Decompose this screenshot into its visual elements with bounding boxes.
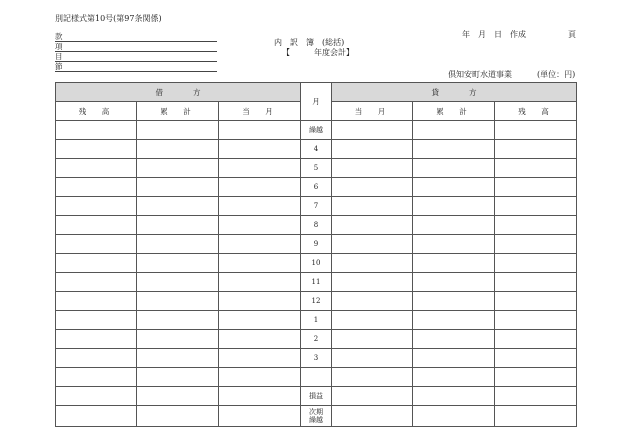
debit-header: 借 方 [56, 83, 301, 102]
debit-cumulative-header: 累 計 [137, 102, 219, 121]
table-row [56, 406, 577, 427]
table-row [56, 254, 577, 273]
label-kou: 項 [55, 42, 217, 52]
month-cell: 11 [301, 273, 332, 292]
amount-cell[interactable] [56, 159, 137, 178]
amount-cell[interactable] [332, 368, 413, 387]
form-id: 別記様式第10号(第97条関係) [55, 14, 162, 23]
amount-cell[interactable] [219, 254, 301, 273]
amount-cell[interactable] [137, 387, 219, 406]
amount-cell[interactable] [56, 178, 137, 197]
ledger-table [55, 82, 577, 427]
amount-cell[interactable] [332, 330, 413, 349]
amount-cell[interactable] [56, 349, 137, 368]
amount-cell[interactable] [56, 121, 137, 140]
amount-cell[interactable] [495, 235, 577, 254]
amount-cell[interactable] [137, 368, 219, 387]
amount-cell[interactable] [219, 311, 301, 330]
amount-cell[interactable] [56, 311, 137, 330]
amount-cell[interactable] [332, 349, 413, 368]
amount-cell[interactable] [219, 292, 301, 311]
month-cell: 次期 繰越 [301, 406, 332, 427]
amount-cell[interactable] [413, 140, 495, 159]
month-cell: 8 [301, 216, 332, 235]
amount-cell[interactable] [413, 159, 495, 178]
debit-current-header: 当 月 [219, 102, 301, 121]
month-cell: 9 [301, 235, 332, 254]
amount-cell[interactable] [137, 254, 219, 273]
amount-cell[interactable] [495, 292, 577, 311]
month-cell: 3 [301, 349, 332, 368]
amount-cell[interactable] [495, 197, 577, 216]
credit-header: 貸 方 [332, 83, 577, 102]
amount-cell[interactable] [495, 216, 577, 235]
amount-cell[interactable] [495, 330, 577, 349]
month-cell: 12 [301, 292, 332, 311]
amount-cell[interactable] [413, 178, 495, 197]
amount-cell[interactable] [495, 349, 577, 368]
amount-cell[interactable] [413, 197, 495, 216]
amount-cell[interactable] [137, 216, 219, 235]
fiscal-year-subtitle: 【 年度会計】 [282, 48, 354, 57]
label-moku: 目 [55, 52, 217, 62]
unit-label: (単位：円) [537, 70, 576, 79]
amount-cell[interactable] [56, 368, 137, 387]
amount-cell[interactable] [413, 406, 495, 427]
amount-cell[interactable] [219, 159, 301, 178]
ledger-body [56, 121, 577, 427]
amount-cell[interactable] [137, 140, 219, 159]
month-cell: 7 [301, 197, 332, 216]
amount-cell[interactable] [219, 140, 301, 159]
amount-cell[interactable] [56, 216, 137, 235]
month-cell: 4 [301, 140, 332, 159]
amount-cell[interactable] [332, 311, 413, 330]
amount-cell[interactable] [413, 387, 495, 406]
month-cell: 1 [301, 311, 332, 330]
amount-cell[interactable] [219, 368, 301, 387]
amount-cell[interactable] [495, 159, 577, 178]
amount-cell[interactable] [413, 273, 495, 292]
amount-cell[interactable] [413, 368, 495, 387]
amount-cell[interactable] [137, 197, 219, 216]
amount-cell[interactable] [495, 406, 577, 427]
amount-cell[interactable] [219, 406, 301, 427]
date-line: 年 月 日 作成 [462, 30, 526, 39]
amount-cell[interactable] [332, 406, 413, 427]
amount-cell[interactable] [495, 387, 577, 406]
label-kan: 款 [55, 32, 217, 42]
table-row [56, 273, 577, 292]
month-cell: 10 [301, 254, 332, 273]
amount-cell[interactable] [332, 387, 413, 406]
amount-cell[interactable] [137, 159, 219, 178]
table-row [56, 216, 577, 235]
month-cell: 損益 [301, 387, 332, 406]
amount-cell[interactable] [413, 121, 495, 140]
amount-cell[interactable] [332, 178, 413, 197]
credit-balance-header: 残 高 [495, 102, 577, 121]
amount-cell[interactable] [495, 254, 577, 273]
amount-cell[interactable] [219, 121, 301, 140]
amount-cell[interactable] [495, 311, 577, 330]
amount-cell[interactable] [332, 216, 413, 235]
month-cell: 6 [301, 178, 332, 197]
month-cell: 5 [301, 159, 332, 178]
amount-cell[interactable] [495, 121, 577, 140]
amount-cell[interactable] [137, 330, 219, 349]
amount-cell[interactable] [56, 235, 137, 254]
account-labels [55, 32, 217, 72]
month-cell: 繰越 [301, 121, 332, 140]
table-row [56, 330, 577, 349]
amount-cell[interactable] [413, 216, 495, 235]
amount-cell[interactable] [413, 235, 495, 254]
table-row [56, 178, 577, 197]
month-cell: 2 [301, 330, 332, 349]
amount-cell[interactable] [137, 292, 219, 311]
amount-cell[interactable] [137, 273, 219, 292]
organization-name: 倶知安町水道事業 [448, 70, 512, 79]
amount-cell[interactable] [56, 197, 137, 216]
amount-cell[interactable] [219, 349, 301, 368]
month-header: 月 [301, 83, 332, 121]
amount-cell[interactable] [219, 330, 301, 349]
table-row [56, 311, 577, 330]
amount-cell[interactable] [56, 273, 137, 292]
amount-cell[interactable] [137, 121, 219, 140]
amount-cell[interactable] [137, 235, 219, 254]
amount-cell[interactable] [219, 197, 301, 216]
table-row [56, 368, 577, 387]
amount-cell[interactable] [413, 292, 495, 311]
amount-cell[interactable] [332, 254, 413, 273]
amount-cell[interactable] [413, 349, 495, 368]
page-title: 内 訳 簿 (総括) [274, 38, 345, 47]
page-label: 頁 [568, 30, 576, 39]
table-row [56, 140, 577, 159]
amount-cell[interactable] [219, 178, 301, 197]
table-row [56, 349, 577, 368]
amount-cell[interactable] [413, 254, 495, 273]
amount-cell[interactable] [137, 178, 219, 197]
table-row [56, 235, 577, 254]
amount-cell[interactable] [137, 349, 219, 368]
amount-cell[interactable] [332, 273, 413, 292]
table-row [56, 197, 577, 216]
amount-cell[interactable] [56, 387, 137, 406]
amount-cell[interactable] [56, 254, 137, 273]
amount-cell[interactable] [56, 406, 137, 427]
table-row [56, 159, 577, 178]
amount-cell[interactable] [137, 311, 219, 330]
credit-current-header: 当 月 [332, 102, 413, 121]
amount-cell[interactable] [137, 406, 219, 427]
debit-balance-header: 残 高 [56, 102, 137, 121]
amount-cell[interactable] [495, 140, 577, 159]
table-row [56, 292, 577, 311]
amount-cell[interactable] [495, 178, 577, 197]
amount-cell[interactable] [219, 387, 301, 406]
table-row [56, 387, 577, 406]
month-cell [301, 368, 332, 387]
amount-cell[interactable] [219, 216, 301, 235]
amount-cell[interactable] [56, 140, 137, 159]
amount-cell[interactable] [332, 140, 413, 159]
amount-cell[interactable] [495, 368, 577, 387]
amount-cell[interactable] [332, 121, 413, 140]
amount-cell[interactable] [219, 235, 301, 254]
amount-cell[interactable] [56, 330, 137, 349]
amount-cell[interactable] [413, 311, 495, 330]
amount-cell[interactable] [219, 273, 301, 292]
amount-cell[interactable] [332, 197, 413, 216]
amount-cell[interactable] [495, 273, 577, 292]
amount-cell[interactable] [413, 330, 495, 349]
amount-cell[interactable] [332, 159, 413, 178]
label-setsu: 節 [55, 62, 217, 72]
amount-cell[interactable] [56, 292, 137, 311]
amount-cell[interactable] [332, 292, 413, 311]
table-row [56, 121, 577, 140]
amount-cell[interactable] [332, 235, 413, 254]
credit-cumulative-header: 累 計 [413, 102, 495, 121]
